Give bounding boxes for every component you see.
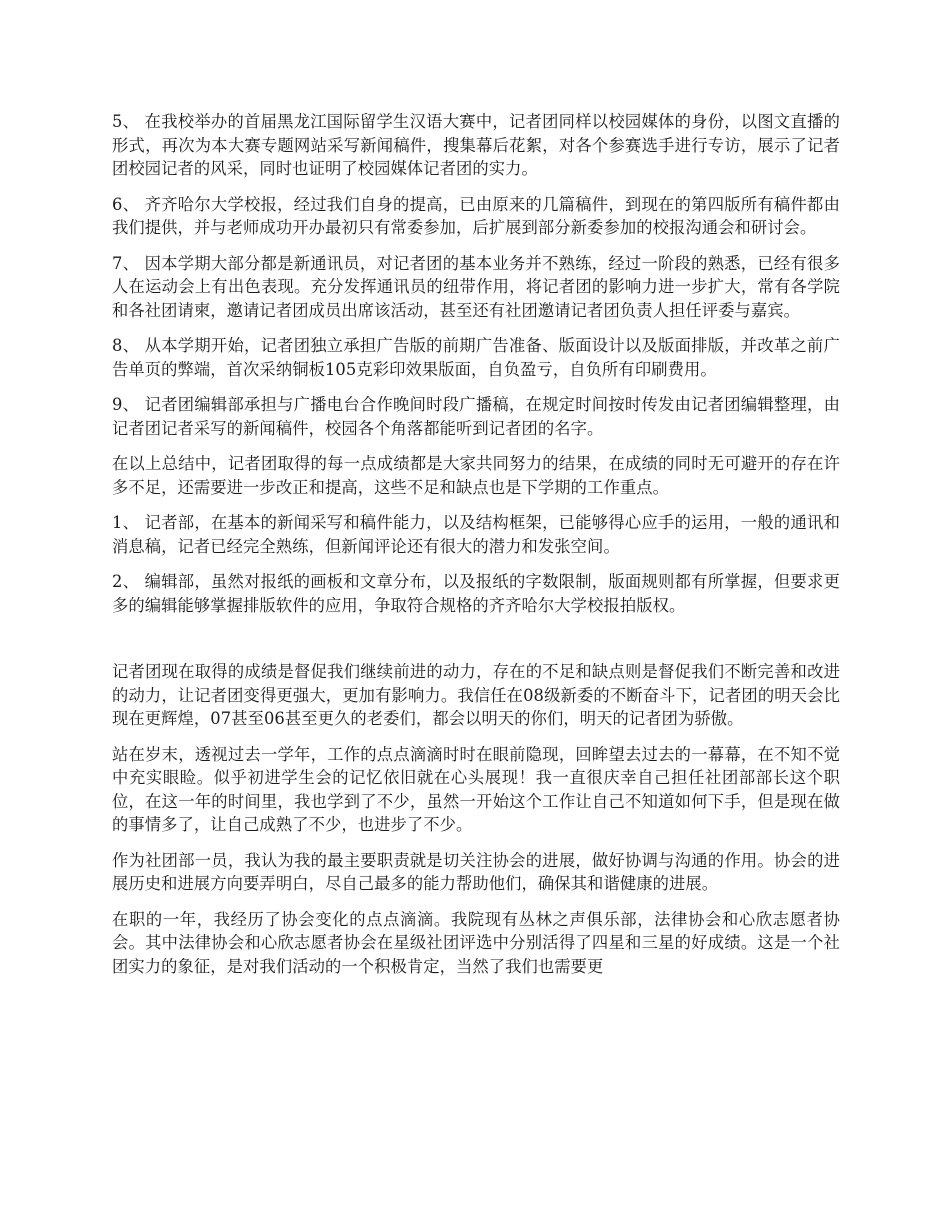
- paragraph-year-end: 站在岁末，透视过去一学年，工作的点点滴滴时时在眼前隐现，回眸望去过去的一幕幕，在不知不觉中充实眼睑。似乎初进学生会的记忆依旧就在心头展现！我一直很庆幸自己担任社团部部长这个职位，在这一年的时间里，我也学到了不少，虽然一开始这个工作让自己不知道如何下手，但是现在做的事情多了，让自己成熟了不少，也进步了不少。: [112, 744, 840, 834]
- paragraph-item-7: 7、 因本学期大部分都是新通讯员，对记者团的基本业务并不熟练，经过一阶段的熟悉，已经有很多人在运动会上有出色表现。充分发挥通讯员的纽带作用，将记者团的影响力进一步扩大，常有各学院和各社团请柬，邀请记者团成员出席该活动，甚至还有社团邀请记者团负责人担任评委与嘉宾。: [112, 253, 840, 320]
- paragraph-experience: 在职的一年，我经历了协会变化的点点滴滴。我院现有丛林之声俱乐部，法律协会和心欣志愿者协会。其中法律协会和心欣志愿者协会在星级社团评选中分别活得了四星和三星的好成绩。这是一个社团实力的象征，是对我们活动的一个积极肯定，当然了我们也需要更: [112, 909, 840, 976]
- paragraph-summary: 在以上总结中，记者团取得的每一点成绩都是大家共同努力的结果，在成绩的同时无可避开的存在许多不足，还需要进一步改正和提高，这些不足和缺点也是下学期的工作重点。: [112, 454, 840, 497]
- paragraph-role: 作为社团部一员，我认为我的最主要职责就是切关注协会的进展，做好协调与沟通的作用。协会的进展历史和进展方向要弄明白，尽自己最多的能力帮助他们，确保其和谐健康的进展。: [112, 850, 840, 893]
- paragraph-item-6: 6、 齐齐哈尔大学校报，经过我们自身的提高，已由原来的几篇稿件，到现在的第四版所有稿件都由我们提供，并与老师成功开办最初只有常委参加，后扩展到部分新委参加的校报沟通会和研讨会。: [112, 194, 840, 237]
- paragraph-issue-2: 2、 编辑部，虽然对报纸的画板和文章分布，以及报纸的字数限制，版面规则都有所掌握，但要求更多的编辑能够掌握排版软件的应用，争取符合规格的齐齐哈尔大学校报拍版权。: [112, 572, 840, 615]
- document-body: [112, 110, 840, 990]
- paragraph-item-8: 8、 从本学期开始，记者团独立承担广告版的前期广告准备、版面设计以及版面排版，并改革之前广告单页的弊端，首次采纳铜板105克彩印效果版面，自负盈亏，自负所有印刷费用。: [112, 336, 840, 379]
- paragraph-conclusion: 记者团现在取得的成绩是督促我们继续前进的动力，存在的不足和缺点则是督促我们不断完善和改进的动力，让记者团变得更强大，更加有影响力。我信任在08级新委的不断奋斗下，记者团的明天会比现在更辉煌，07甚至06甚至更久的老委们，都会以明天的你们，明天的记者团为骄傲。: [112, 662, 840, 728]
- paragraph-issue-1: 1、 记者部，在基本的新闻采写和稿件能力，以及结构框架，已能够得心应手的运用，一般的通讯和消息稿，记者已经完全熟练，但新闻评论还有很大的潜力和发张空间。: [112, 513, 840, 556]
- paragraph-item-5: 5、 在我校举办的首届黑龙江国际留学生汉语大赛中，记者团同样以校园媒体的身份，以图文直播的形式，再次为本大赛专题网站采写新闻稿件，搜集幕后花絮，对各个参赛选手进行专访，展示了记者团校园记者的风采，同时也证明了校园媒体记者团的实力。: [112, 112, 840, 178]
- paragraph-item-9: 9、 记者团编辑部承担与广播电台合作晚间时段广播稿，在规定时间按时传发由记者团编辑整理，由记者团记者采写的新闻稿件，校园各个角落都能听到记者团的名字。: [112, 395, 840, 438]
